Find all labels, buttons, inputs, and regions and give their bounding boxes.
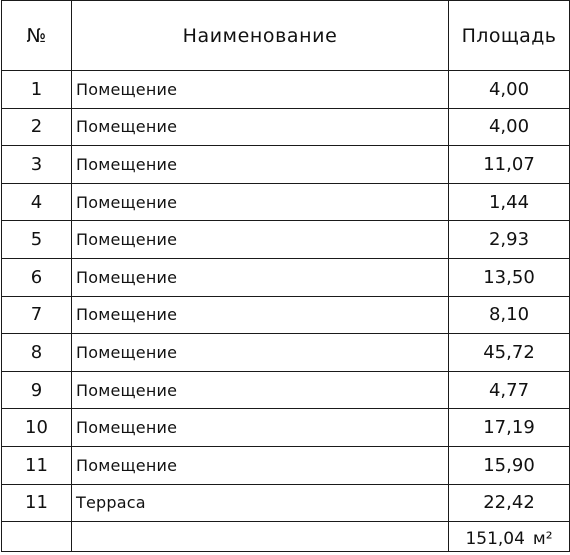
- row-name: Помещение: [72, 221, 449, 259]
- table-row: [2, 446, 570, 484]
- header-number: №: [2, 1, 72, 71]
- header-name: Наименование: [72, 1, 449, 71]
- row-area: 15,90: [449, 446, 570, 484]
- row-area: 45,72: [449, 334, 570, 372]
- row-area: 11,07: [449, 146, 570, 184]
- row-name: Терраса: [72, 484, 449, 522]
- table-row: [2, 409, 570, 447]
- table-header-row: [2, 1, 570, 71]
- row-name: Помещение: [72, 71, 449, 109]
- row-name: Помещение: [72, 183, 449, 221]
- row-name: Помещение: [72, 146, 449, 184]
- total-name-cell: [72, 522, 449, 552]
- header-area: Площадь: [449, 1, 570, 71]
- total-area-unit: м²: [532, 529, 553, 550]
- table-row: [2, 71, 570, 109]
- total-area-cell: [449, 522, 570, 552]
- table-row: [2, 371, 570, 409]
- row-number: 10: [2, 409, 72, 447]
- row-area: 2,93: [449, 221, 570, 259]
- row-number: 6: [2, 258, 72, 296]
- total-number-cell: [2, 522, 72, 552]
- row-name: Помещение: [72, 334, 449, 372]
- row-number: 4: [2, 183, 72, 221]
- row-name: Помещение: [72, 409, 449, 447]
- row-number: 5: [2, 221, 72, 259]
- row-number: 8: [2, 334, 72, 372]
- table-row: [2, 221, 570, 259]
- row-area: 4,00: [449, 108, 570, 146]
- row-area: 17,19: [449, 409, 570, 447]
- table-row: [2, 334, 570, 372]
- row-area: 1,44: [449, 183, 570, 221]
- area-table: [1, 0, 570, 552]
- row-area: 13,50: [449, 258, 570, 296]
- row-name: Помещение: [72, 296, 449, 334]
- table-row: [2, 484, 570, 522]
- row-area: 22,42: [449, 484, 570, 522]
- row-name: Помещение: [72, 108, 449, 146]
- row-name: Помещение: [72, 258, 449, 296]
- row-name: Помещение: [72, 446, 449, 484]
- row-area: 4,77: [449, 371, 570, 409]
- total-area-value: 151,04: [465, 529, 525, 550]
- table-row: [2, 258, 570, 296]
- row-number: 9: [2, 371, 72, 409]
- row-number: 11: [2, 484, 72, 522]
- row-area: 8,10: [449, 296, 570, 334]
- table-row: [2, 296, 570, 334]
- row-number: 7: [2, 296, 72, 334]
- row-number: 1: [2, 71, 72, 109]
- row-number: 2: [2, 108, 72, 146]
- row-area: 4,00: [449, 71, 570, 109]
- row-number: 11: [2, 446, 72, 484]
- table-row: [2, 108, 570, 146]
- row-name: Помещение: [72, 371, 449, 409]
- table-row: [2, 183, 570, 221]
- total-row: [2, 522, 570, 552]
- table-row: [2, 146, 570, 184]
- row-number: 3: [2, 146, 72, 184]
